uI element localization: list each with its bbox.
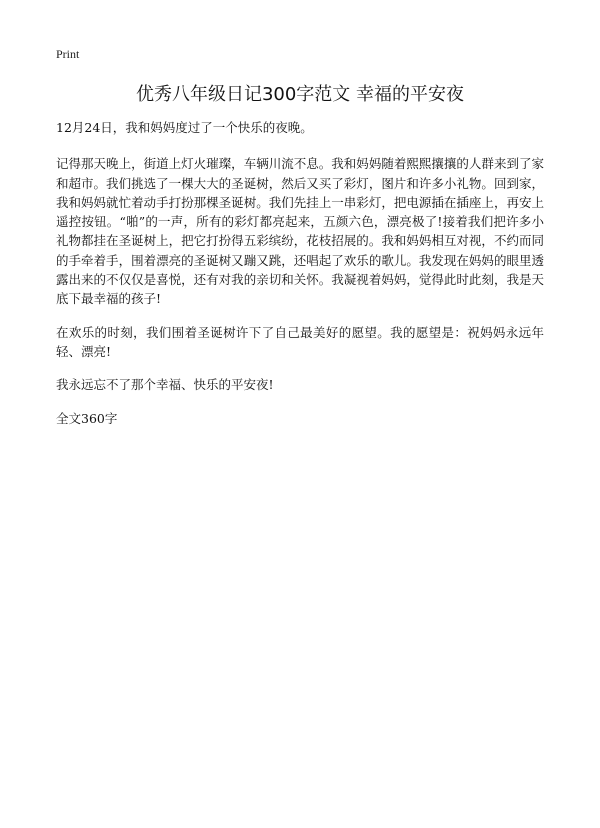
paragraph-closing: 我永远忘不了那个幸福、快乐的平安夜! bbox=[56, 377, 274, 393]
word-count: 全文360字 bbox=[56, 410, 118, 426]
paragraph-date: 12月24日，我和妈妈度过了一个快乐的夜晚。 bbox=[56, 120, 313, 135]
page-title: 优秀八年级日记300字范文 幸福的平安夜 bbox=[135, 84, 465, 105]
print-link[interactable]: Print bbox=[56, 47, 80, 61]
paragraph-wish: 在欢乐的时刻，我们围着圣诞树许下了自己最美好的愿望。我的愿望是：祝妈妈永远年轻、漂亮! bbox=[56, 324, 544, 359]
article-body bbox=[56, 118, 544, 442]
paragraph-main: 记得那天晚上，街道上灯火璀璨，车辆川流不息。我和妈妈随着熙熙攘攘的人群来到了家和超市。我们挑选了一棵大大的圣诞树，然后又买了彩灯，图片和许多小礼物。回到家，我和妈妈就忙着动手打扮那棵圣诞树。我们先挂上一串彩灯，把电源插在插座上，再安上遥控按钮。“啪”的一声，所有的彩灯都亮起来，五颜六色，漂亮极了!接着我们把许多小礼物都挂在圣诞树上，把它打扮得五彩缤纷，花枝招展的。我和妈妈相互对视，不约而同的手牵着手，围着漂亮的圣诞树又蹦又跳，还唱起了欢乐的歌儿。我发现在妈妈的眼里透露出来的不仅仅是喜悦，还有对我的亲切和关怀。我凝视着妈妈，觉得此时此刻，我是天底下最幸福的孩子! bbox=[56, 156, 544, 307]
